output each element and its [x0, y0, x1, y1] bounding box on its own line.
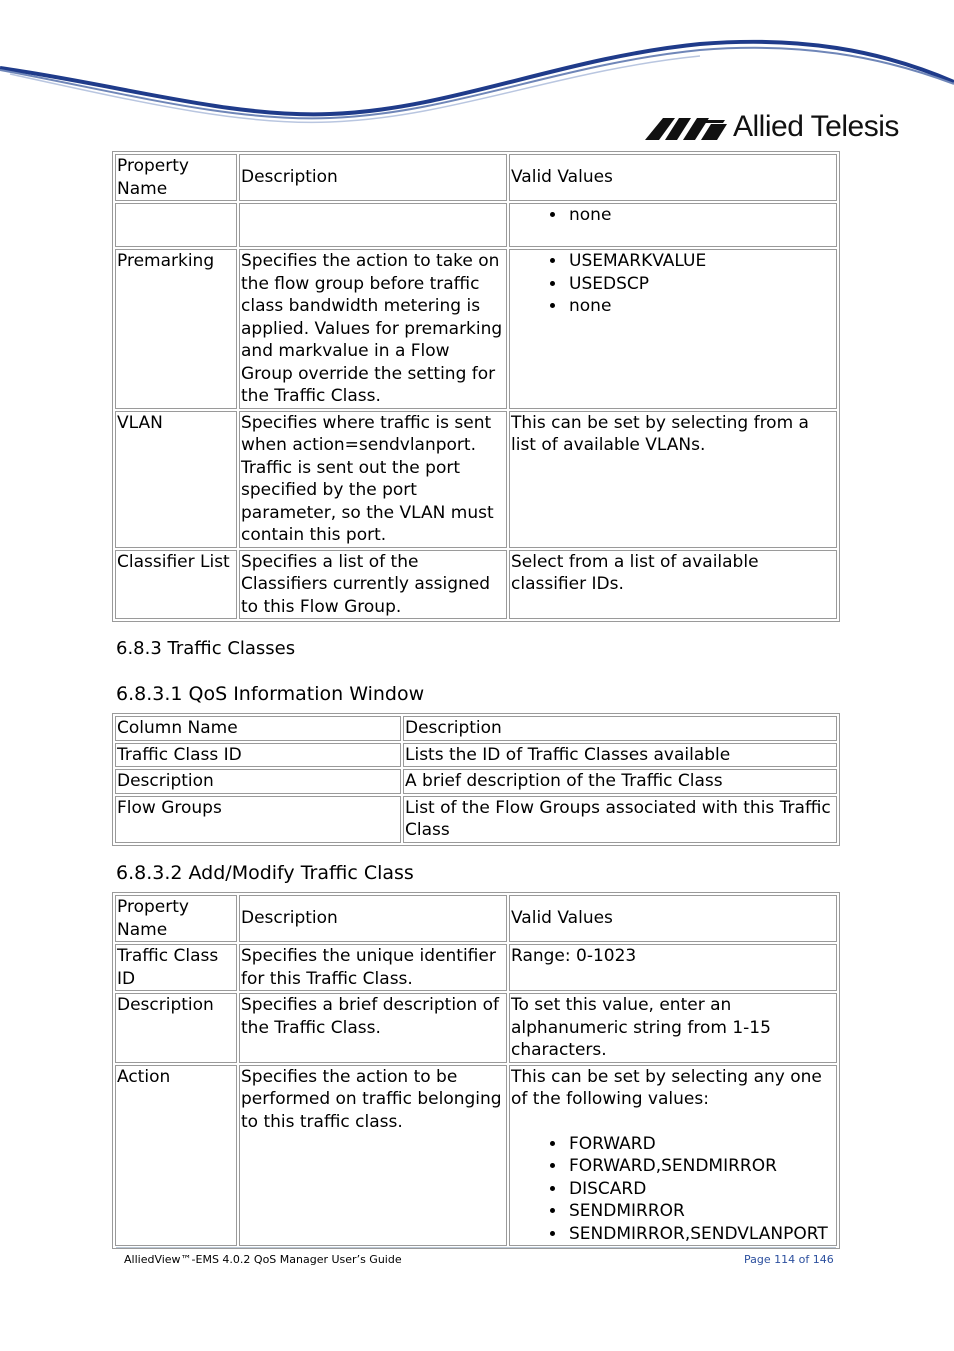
- list-item: • USEMARKVALUE: [567, 250, 836, 273]
- table-row: [115, 743, 837, 768]
- table-row: [115, 769, 837, 794]
- cell-name: Flow Groups: [115, 796, 401, 843]
- table-row: [115, 1065, 837, 1247]
- cell-name: [115, 203, 237, 247]
- cell-description: Specifies a list of the Classifiers currently assigned to this Flow Group.: [239, 550, 507, 620]
- traffic-class-properties-table: [112, 892, 840, 1249]
- cell-values: This can be set by selecting from a list of available VLANs.: [509, 411, 837, 548]
- flow-group-properties-table: [112, 151, 840, 622]
- cell-name: Premarking: [115, 249, 237, 409]
- logo-text: Allied Telesis: [733, 110, 899, 143]
- footer-divider: [116, 1247, 836, 1248]
- section-heading-qos-information-window: 6.8.3.1 QoS Information Window: [116, 683, 425, 705]
- cell-values: Range: 0-1023: [509, 944, 837, 991]
- cell-description: Specifies the action to be performed on traffic belonging to this traffic class.: [239, 1065, 507, 1247]
- cell-values: To set this value, enter an alphanumeric string from 1-15 characters.: [509, 993, 837, 1063]
- cell-description: Specifies the action to take on the flow group before traffic class bandwidth metering is applied. Values for premarking and markvalue in a Flow Group override the setting for the Traffic Class.: [239, 249, 507, 409]
- section-heading-traffic-classes: 6.8.3 Traffic Classes: [116, 638, 296, 659]
- header-description: Description: [403, 716, 837, 741]
- table-row: [115, 993, 837, 1063]
- cell-description: Lists the ID of Traffic Classes available: [403, 743, 837, 768]
- cell-description: [239, 203, 507, 247]
- list-item: • FORWARD,SENDMIRROR: [567, 1155, 836, 1178]
- cell-values: [509, 1065, 837, 1247]
- cell-description: A brief description of the Traffic Class: [403, 769, 837, 794]
- header-description: Description: [239, 154, 507, 201]
- cell-name: VLAN: [115, 411, 237, 548]
- section-heading-add-modify-traffic-class: 6.8.3.2 Add/Modify Traffic Class: [116, 862, 414, 884]
- list-item: • none: [567, 295, 836, 318]
- cell-name: Description: [115, 993, 237, 1063]
- table-header-row: [115, 716, 837, 741]
- values-intro: This can be set by selecting any one of the following values:: [511, 1066, 822, 1109]
- list-item: • DISCARD: [567, 1178, 836, 1201]
- header-property-name: Property Name: [115, 154, 237, 201]
- list-item: • USEDSCP: [567, 273, 836, 296]
- list-item: • FORWARD: [567, 1133, 836, 1156]
- cell-values: [509, 203, 837, 247]
- list-item: • SENDMIRROR,SENDVLANPORT: [567, 1223, 836, 1246]
- logo-mark-icon: [645, 112, 727, 142]
- footer-document-title: AlliedView™-EMS 4.0.2 QoS Manager User’s Guide: [124, 1253, 402, 1266]
- cell-name: Traffic Class ID: [115, 944, 237, 991]
- cell-name: Description: [115, 769, 401, 794]
- cell-name: Action: [115, 1065, 237, 1247]
- allied-telesis-logo: [645, 110, 899, 144]
- list-item: • none: [567, 204, 836, 227]
- table-row: [115, 249, 837, 409]
- table-row: [115, 944, 837, 991]
- list-item: • SENDMIRROR: [567, 1200, 836, 1223]
- cell-name: Classifier List: [115, 550, 237, 620]
- table-header-row: [115, 895, 837, 942]
- qos-information-table: [112, 713, 840, 846]
- table-row: [115, 411, 837, 548]
- header-valid-values: Valid Values: [509, 895, 837, 942]
- header-description: Description: [239, 895, 507, 942]
- footer-page-number: Page 114 of 146: [744, 1253, 834, 1266]
- header-column-name: Column Name: [115, 716, 401, 741]
- table-header-row: [115, 154, 837, 201]
- cell-values: Select from a list of available classifier IDs.: [509, 550, 837, 620]
- table-row: [115, 550, 837, 620]
- cell-description: Specifies a brief description of the Traffic Class.: [239, 993, 507, 1063]
- header-valid-values: Valid Values: [509, 154, 837, 201]
- table-row: [115, 796, 837, 843]
- header-property-name: Property Name: [115, 895, 237, 942]
- cell-description: List of the Flow Groups associated with this Traffic Class: [403, 796, 837, 843]
- cell-name: Traffic Class ID: [115, 743, 401, 768]
- cell-description: Specifies where traffic is sent when action=sendvlanport. Traffic is sent out the port specified by the port parameter, so the VLAN must contain this port.: [239, 411, 507, 548]
- cell-values: [509, 249, 837, 409]
- table-row: [115, 203, 837, 247]
- cell-description: Specifies the unique identifier for this Traffic Class.: [239, 944, 507, 991]
